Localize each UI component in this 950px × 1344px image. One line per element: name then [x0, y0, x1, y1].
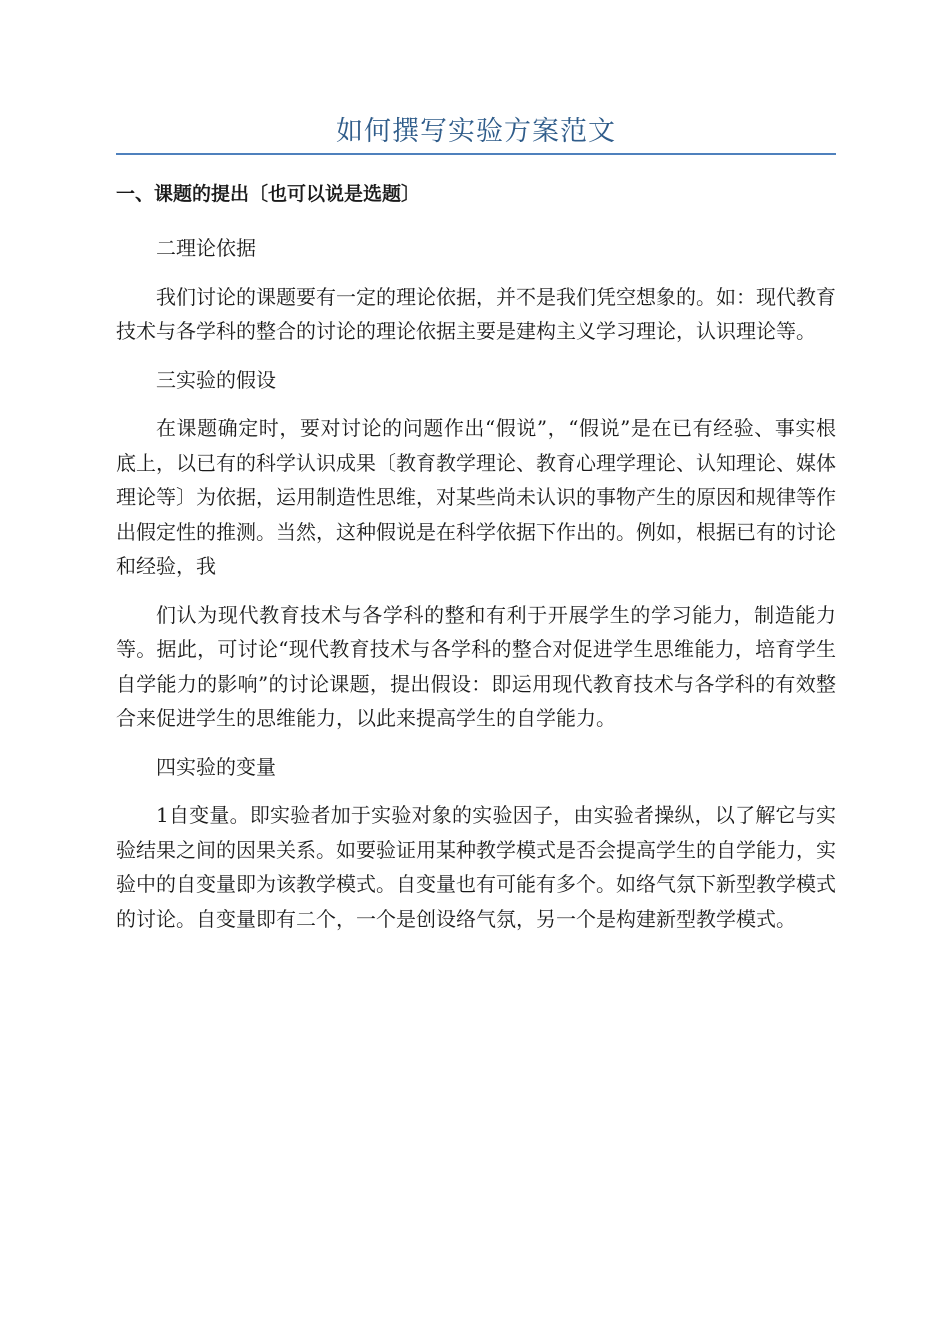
paragraph-hypothesis: 在课题确定时，要对讨论的问题作出“假说”，“假说”是在已有经验、事实根底上，以已有的科学认识成果〔教育教学理论、教育心理学理论、认知理论、媒体理论等〕为依据，运用制造性思维，对某些尚未认识的事物产生的原因和规律等作出假定性的推测。当然，这种假说是在科学依据下作出的。例如，根据已有的讨论和经验，我 [116, 416, 836, 578]
subheading-theoretical-basis: 二理论依据 [156, 236, 256, 260]
paragraph-hypothesis-continued: 们认为现代教育技术与各学科的整和有利于开展学生的学习能力，制造能力等。据此，可讨论“现代教育技术与各学科的整合对促进学生思维能力，培育学生自学能力的影响”的讨论课题，提出假设：即运用现代教育技术与各学科的有效整合来促进学生的思维能力，以此来提高学生的自学能力。 [116, 602, 836, 730]
section-heading: 一、课题的提出〔也可以说是选题〕 [116, 183, 421, 205]
subheading-variables: 四实验的变量 [156, 754, 276, 779]
subheading-hypothesis: 三实验的假设 [156, 367, 276, 392]
document-body [116, 231, 836, 950]
document-title: 如何撰写实验方案范文 [336, 116, 616, 147]
title-underline [116, 153, 836, 155]
paragraph-independent-variable: 1自变量。即实验者加于实验对象的实验因子，由实验者操纵，以了解它与实验结果之间的因果关系。如要验证用某种教学模式是否会提高学生的自学能力，实验中的自变量即为该教学模式。自变量也有可能有多个。如络气氛下新型教学模式的讨论。自变量即有二个，一个是创设络气氛，另一个是构建新型教学模式。 [116, 803, 836, 931]
document-page [116, 0, 836, 1344]
paragraph-theoretical-basis: 我们讨论的课题要有一定的理论依据，并不是我们凭空想象的。如：现代教育技术与各学科的整合的讨论的理论依据主要是建构主义学习理论，认识理论等。 [116, 284, 836, 343]
